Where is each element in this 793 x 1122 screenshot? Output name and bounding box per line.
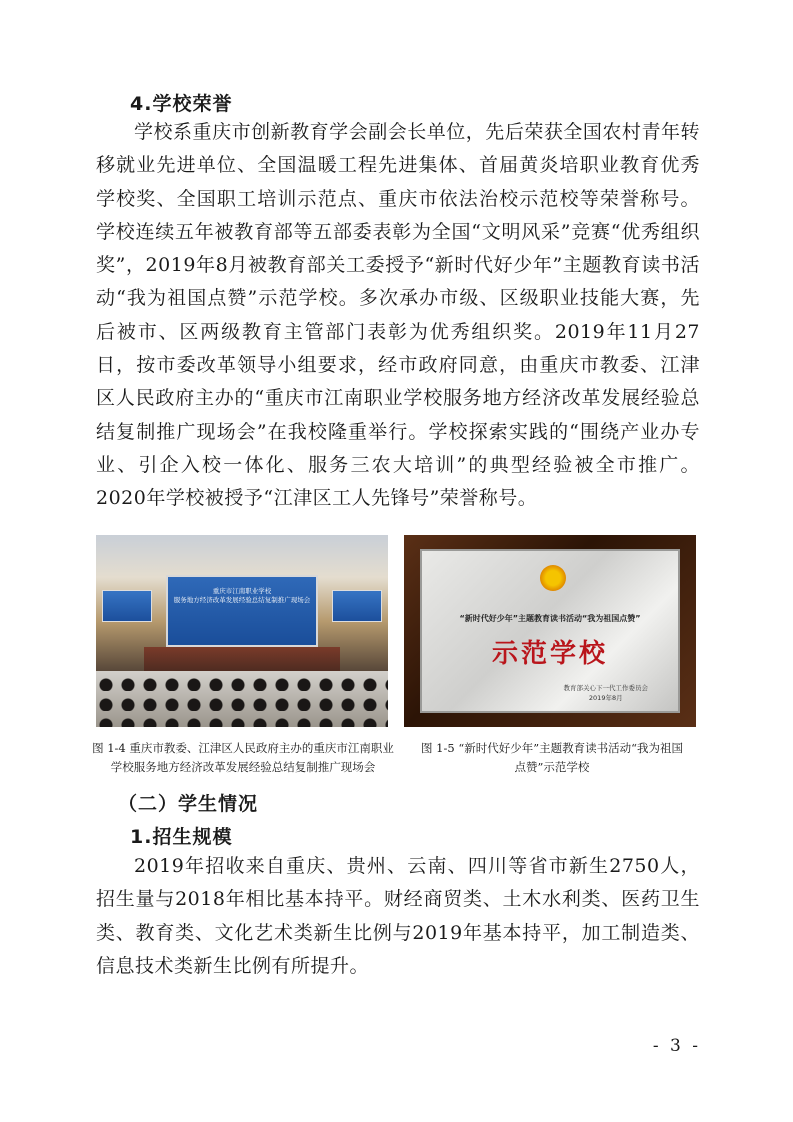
- conference-photo: [96, 535, 388, 727]
- plaque-plate: [420, 549, 680, 713]
- plaque-date: 2019年8月: [588, 694, 623, 702]
- figure-1-caption-line2: 学校服务地方经济改革发展经验总结复制推广现场会: [110, 760, 376, 774]
- side-screen-right: [332, 590, 382, 622]
- plaque-title: 示范学校: [491, 639, 608, 669]
- section-heading-enrollment-scale: 1.招生规模: [130, 826, 233, 848]
- audience: [96, 671, 388, 727]
- figure-2-caption-line1: 图 1-5 “新时代好少年”主题教育读书活动“我为祖国: [421, 741, 683, 755]
- stage-table: [144, 647, 340, 673]
- main-screen: [166, 575, 318, 647]
- figure-1-caption-line1: 图 1-4 重庆市教委、江津区人民政府主办的重庆市江南职业: [92, 741, 394, 755]
- plaque-activity-line: “新时代好少年”主题教育读书活动“我为祖国点赞”: [459, 614, 641, 623]
- plaque-issuer: 教育部关心下一代工作委员会: [563, 684, 648, 692]
- emblem-icon: [540, 565, 566, 591]
- figure-2-caption: [404, 739, 700, 777]
- screen-title: 重庆市江南职业学校: [212, 587, 272, 595]
- side-screen-left: [102, 590, 152, 622]
- section-heading-student-situation: （二）学生情况: [118, 793, 259, 815]
- section-heading-school-honors: 4.学校荣誉: [130, 93, 233, 115]
- school-honors-paragraph: 学校系重庆市创新教育学会副会长单位，先后荣获全国农村青年转移就业先进单位、全国温暖工程先进集体、首届黄炎培职业教育优秀学校奖、全国职工培训示范点、重庆市依法治校示范校等荣誉称号。学校连续五年被教育部等五部委表彰为全国“文明风采”竞赛“优秀组织奖”，2019年8月被教育部关工委授予“新时代好少年”主题教育读书活动“我为祖国点赞”示范学校。多次承办市级、区级职业技能大赛，先后被市、区两级教育主管部门表彰为优秀组织奖。2019年11月27日，按市委改革领导小组要求，经市政府同意，由重庆市教委、江津区人民政府主办的“重庆市江南职业学校服务地方经济改革发展经验总结复制推广现场会”在我校隆重举行。学校探索实践的“围绕产业办专业、引企入校一体化、服务三农大培训”的典型经验被全市推广。2020年学校被授予“江津区工人先锋号”荣誉称号。: [96, 121, 700, 510]
- figure-1-caption: [86, 739, 400, 777]
- figure-2-caption-line2: 点赞”示范学校: [514, 760, 590, 774]
- certificate-plaque-photo: [404, 535, 696, 727]
- page-number: - 3 -: [652, 1036, 701, 1056]
- enrollment-paragraph: 2019年招收来自重庆、贵州、云南、四川等省市新生2750人，招生量与2018年相比基本持平。财经商贸类、土木水利类、医药卫生类、教育类、文化艺术类新生比例与2019年基本持平，加工制造类、信息技术类新生比例有所提升。: [96, 855, 700, 977]
- screen-subtitle: 服务地方经济改革发展经验总结复制推广现场会: [173, 596, 311, 604]
- plaque-issuer-block: [564, 683, 649, 703]
